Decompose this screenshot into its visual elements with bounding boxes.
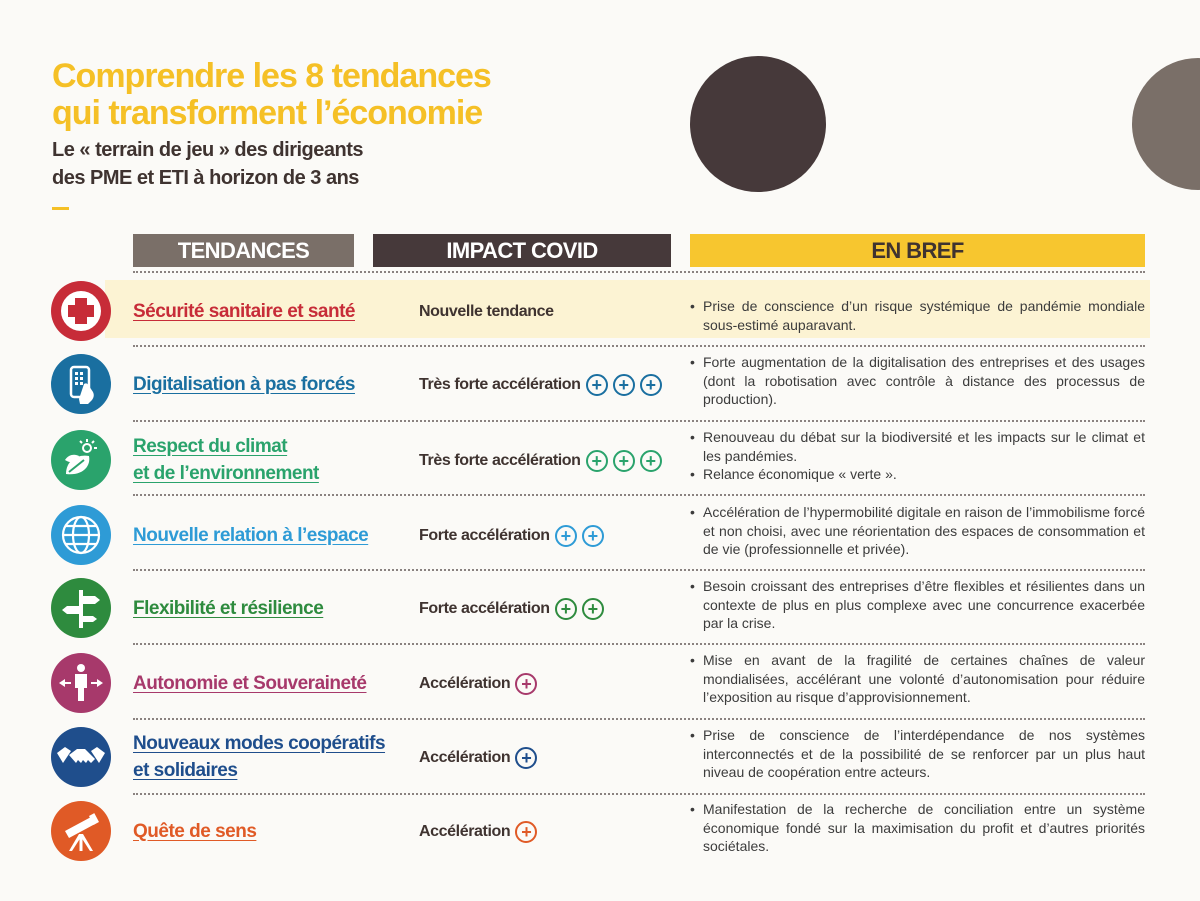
impact-label: Très forte accélération [419, 452, 581, 469]
impact-cell [419, 300, 554, 324]
row-separator [133, 494, 1145, 496]
page-title-line-1: Comprendre les 8 tendances [52, 57, 491, 95]
impact-cell [419, 746, 537, 770]
header-tendances: TENDANCES [133, 234, 354, 267]
bref-cell [690, 726, 1145, 782]
header-impact-covid: IMPACT COVID [373, 234, 671, 267]
trend-title-line: Autonomie et Souveraineté [133, 672, 367, 694]
trend-title-line: Respect du climat [133, 436, 288, 457]
impact-level-indicator [515, 821, 537, 843]
telescope-icon [51, 801, 111, 861]
trend-title-line: Sécurité sanitaire et santé [133, 300, 355, 322]
impact-label: Forte accélération [419, 527, 550, 544]
trend-title[interactable] [133, 595, 383, 622]
plus-circle-icon: + [640, 450, 662, 472]
trend-title[interactable] [133, 433, 383, 487]
impact-level-indicator [555, 598, 604, 620]
impact-cell [419, 597, 604, 621]
bref-cell [690, 353, 1145, 409]
bref-cell [690, 428, 1145, 484]
trend-title-line: Nouvelle relation à l’espace [133, 524, 369, 546]
page-subtitle-line-2: des PME et ETI à horizon de 3 ans [52, 167, 359, 189]
plus-circle-icon: + [582, 525, 604, 547]
trend-title[interactable] [133, 818, 383, 845]
leaf-sun-icon [51, 430, 111, 490]
bref-cell [690, 297, 1145, 334]
impact-cell [419, 524, 604, 548]
header-en-bref: EN BREF [690, 234, 1145, 267]
page-title-line-2: qui transforment l’économie [52, 94, 483, 132]
row-separator [133, 643, 1145, 645]
impact-label: Très forte accélération [419, 376, 581, 393]
row-separator [133, 345, 1145, 347]
bref-bullet: • Besoin croissant des entreprises d’être flexibles et résilientes dans un contexte de plus en plus complexe avec une concurrence exacerbée par la crise. [690, 577, 1145, 633]
impact-label: Forte accélération [419, 600, 550, 617]
trend-title[interactable] [133, 670, 383, 697]
plus-circle-icon: + [613, 374, 635, 396]
row-separator [133, 718, 1145, 720]
plus-circle-icon: + [582, 598, 604, 620]
trend-title-line: Nouveaux modes coopératifs [133, 733, 386, 754]
plus-circle-icon: + [515, 821, 537, 843]
impact-level-indicator [586, 374, 662, 396]
bref-bullet: • Relance économique « verte ». [690, 465, 1145, 484]
impact-label: Accélération [419, 675, 511, 692]
impact-level-indicator [515, 747, 537, 769]
decorative-circle-dark [690, 56, 826, 192]
smartphone-hand-icon [51, 354, 111, 414]
impact-label: Nouvelle tendance [419, 303, 554, 320]
medical-cross-icon [51, 281, 111, 341]
impact-level-indicator [555, 525, 604, 547]
impact-cell [419, 449, 662, 473]
title-accent-dash [52, 207, 69, 210]
bref-cell [690, 800, 1145, 856]
trend-title-line: Quête de sens [133, 820, 257, 842]
impact-label: Accélération [419, 749, 511, 766]
impact-cell [419, 672, 537, 696]
title-block [52, 58, 491, 192]
bref-cell [690, 503, 1145, 559]
page-subtitle-line-1: Le « terrain de jeu » des dirigeants [52, 139, 364, 161]
impact-level-indicator [515, 673, 537, 695]
bref-bullet: • Forte augmentation de la digitalisation des entreprises et des usages (dont la robotisation avec contrôle à distance des processus de production). [690, 353, 1145, 409]
bref-bullet: • Manifestation de la recherche de conciliation entre un système économique fondé sur la maximisation du profit et d’autres priorités sociétales. [690, 800, 1145, 856]
bref-bullet: • Mise en avant de la fragilité de certaines chaînes de valeur mondialisées, accélérant une volonté d’autonomisation pour réduire l’exposition au risque d’approvisionnement. [690, 651, 1145, 707]
trend-title-line: Flexibilité et résilience [133, 597, 324, 619]
trend-title[interactable] [133, 298, 383, 325]
bref-cell [690, 577, 1145, 633]
bref-bullet: • Accélération de l’hypermobilité digitale en raison de l’immobilisme forcé et non choisi, avec une réorientation des espaces de consommation et de vie (professionnelle et privée). [690, 503, 1145, 559]
plus-circle-icon: + [555, 598, 577, 620]
handshake-icon [51, 727, 111, 787]
plus-circle-icon: + [515, 747, 537, 769]
plus-circle-icon: + [640, 374, 662, 396]
row-separator [133, 420, 1145, 422]
bref-cell [690, 651, 1145, 707]
row-separator [133, 793, 1145, 795]
row-separator [133, 569, 1145, 571]
trend-title-line: et de l’environnement [133, 463, 319, 484]
trend-title[interactable] [133, 730, 386, 784]
plus-circle-icon: + [613, 450, 635, 472]
impact-label: Accélération [419, 823, 511, 840]
trend-title-line: et solidaires [133, 760, 238, 781]
impact-cell [419, 820, 537, 844]
plus-circle-icon: + [586, 374, 608, 396]
impact-level-indicator [586, 450, 662, 472]
plus-circle-icon: + [555, 525, 577, 547]
bref-bullet: • Renouveau du débat sur la biodiversité et les impacts sur le climat et les pandémies. [690, 428, 1145, 465]
signpost-icon [51, 578, 111, 638]
plus-circle-icon: + [515, 673, 537, 695]
person-arrows-icon [51, 653, 111, 713]
plus-circle-icon: + [586, 450, 608, 472]
trend-title-line: Digitalisation à pas forcés [133, 373, 355, 395]
globe-icon [51, 505, 111, 565]
trend-title[interactable] [133, 522, 383, 549]
impact-cell [419, 373, 662, 397]
bref-bullet: • Prise de conscience d’un risque systémique de pandémie mondiale sous-estimé auparavant. [690, 297, 1145, 334]
bref-bullet: • Prise de conscience de l’interdépendance de nos systèmes interconnectés et de la possibilité de se renforcer par un plus haut niveau de coopération entre acteurs. [690, 726, 1145, 782]
header-separator [133, 271, 1145, 273]
decorative-circle-grey [1132, 58, 1200, 190]
trend-title[interactable] [133, 371, 383, 398]
